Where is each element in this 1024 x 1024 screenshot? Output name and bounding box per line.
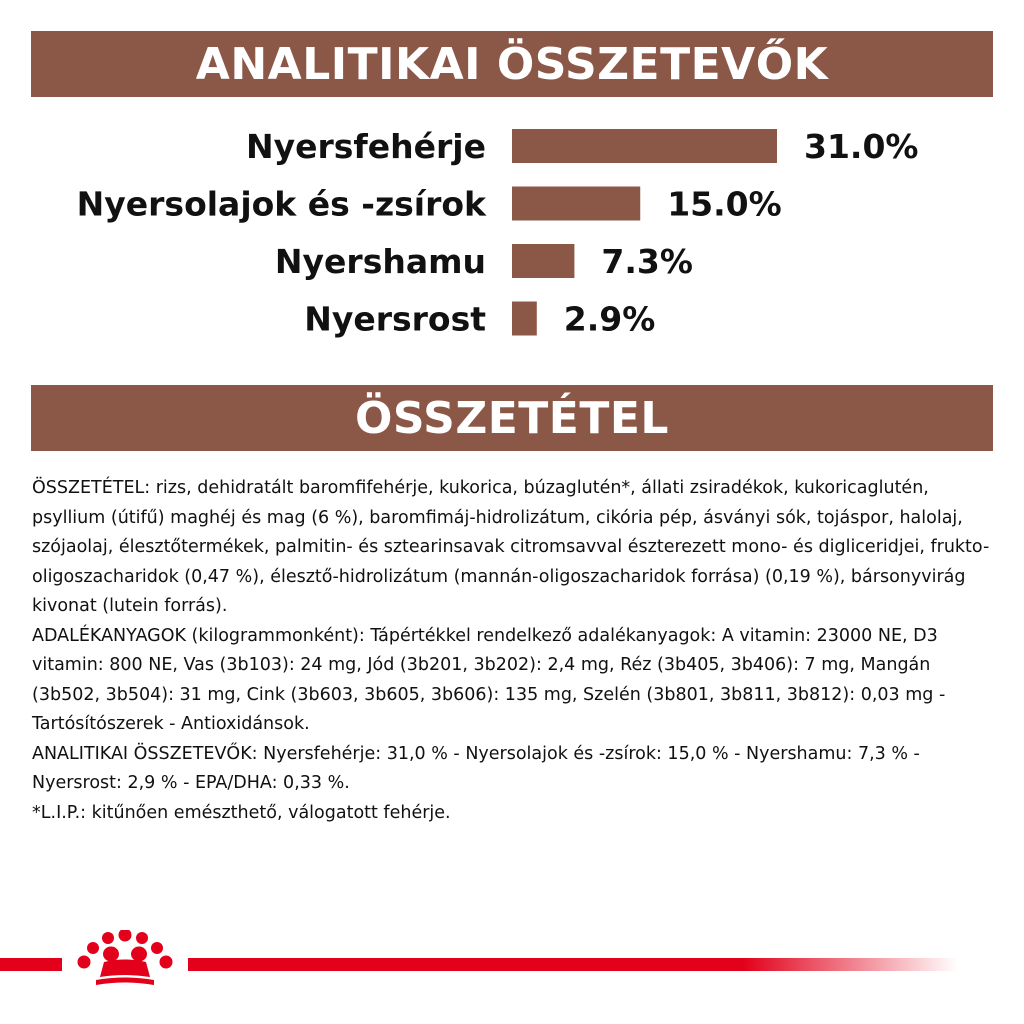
bar-category-label: Nyersfehérje [245, 127, 486, 166]
bar-category-label: Nyersrost [304, 299, 486, 339]
bar-value-label: 2.9% [563, 299, 656, 339]
bar [512, 129, 777, 163]
footer-stripe-left [0, 958, 62, 971]
composition-paragraph: ÖSSZETÉTEL: rizs, dehidratált baromfifehérje, kukorica, búzaglutén*, állati zsiradékok, kukoricaglutén, psyllium (útifű) maghéj és mag (6 %), baromfimáj-hidrolizátum, cikória pép, ásványi sók, tojáspor, halolaj, szójaolaj, élesztőtermékek, palmitin- és sztearinsavak citromsavval észterezett mono- és digliceridjei, frukto-oligoszacharidok (0,47 %), élesztő-hidrolizátum (mannán-oligoszacharidok forrása) (0,19 %), bársonyvirág kivonat (lutein forrás). [32, 478, 990, 616]
bar-value-label: 15.0% [667, 184, 782, 224]
composition-title: ÖSSZETÉTEL [355, 392, 669, 444]
analytical-title: ANALITIKAI ÖSSZETEVŐK [195, 38, 829, 90]
lip-footnote: *L.I.P.: kitűnően emészthető, válogatott fehérje. [32, 802, 451, 823]
bar-category-label: Nyershamu [274, 242, 486, 281]
analytical-bar-chart [0, 110, 1024, 370]
crown-icon [78, 930, 173, 985]
bar-value-label: 31.0% [804, 127, 919, 166]
bar-value-label: 7.3% [601, 242, 693, 281]
footer-band [0, 930, 1024, 990]
footer-stripe-right [188, 958, 958, 971]
composition-text [32, 474, 997, 828]
bar [512, 302, 537, 336]
bar [512, 244, 574, 278]
bar [512, 187, 640, 221]
composition-header [31, 385, 993, 451]
analytical-paragraph: ANALITIKAI ÖSSZETEVŐK: Nyersfehérje: 31,0 % - Nyersolajok és -zsírok: 15,0 % - Nyershamu: 7,3 % - Nyersrost: 2,9 % - EPA/DHA: 0,33 %. [32, 743, 920, 793]
additives-paragraph: ADALÉKANYAGOK (kilogrammonként): Tápértékkel rendelkező adalékanyagok: A vitamin: 23000 NE, D3 vitamin: 800 NE, Vas (3b103): 24 mg, Jód (3b201, 3b202): 2,4 mg, Réz (3b405, 3b406): 7 mg, Mangán (3b502, 3b504): 31 mg, Cink (3b603, 3b605, 3b606): 135 mg, Szelén (3b801, 3b811, 3b812): 0,03 mg - Tartósítószerek - Antioxidánsok. [32, 625, 946, 734]
bar-category-label: Nyersolajok és -zsírok [76, 184, 486, 224]
analytical-header [31, 31, 993, 97]
